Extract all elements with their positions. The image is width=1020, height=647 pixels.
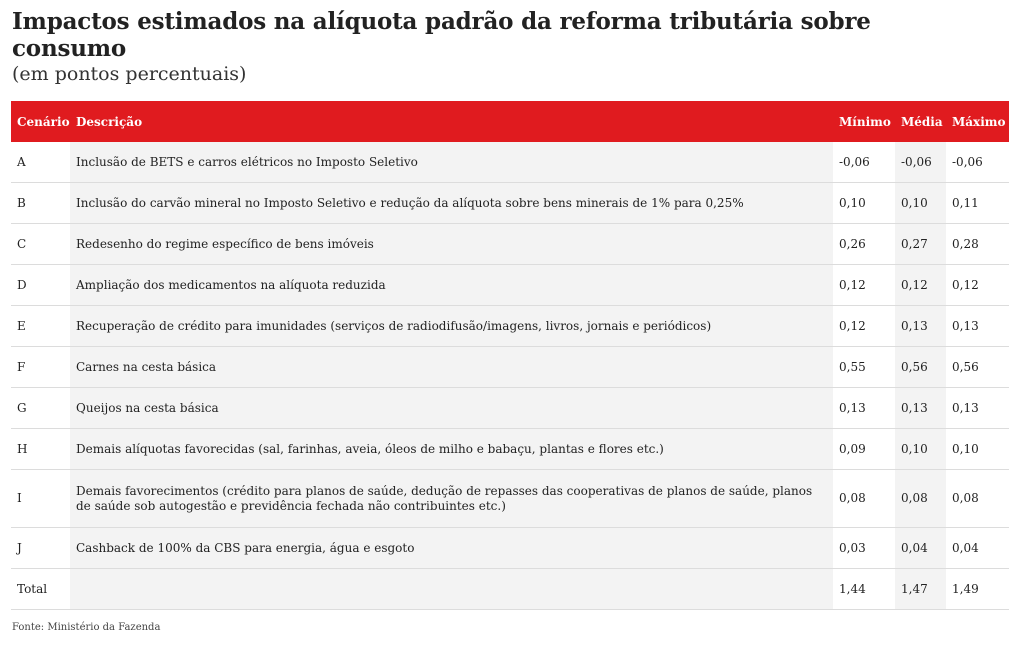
cell-maximo: 0,13: [946, 306, 1009, 347]
cell-descricao: Demais favorecimentos (crédito para planos de saúde, dedução de repasses das cooperativas de planos de saúde, planos de saúde sob autogestão e previdência fechada não contribuintes etc.): [70, 470, 833, 528]
cell-descricao: Inclusão do carvão mineral no Imposto Seletivo e redução da alíquota sobre bens minerais de 1% para 0,25%: [70, 183, 833, 224]
table-header: [11, 101, 1009, 142]
column-header-descricao: Descrição: [70, 101, 833, 142]
impact-table: [11, 101, 1009, 610]
cell-media: 0,27: [895, 224, 946, 265]
cell-media: -0,06: [895, 142, 946, 183]
cell-minimo: 0,55: [833, 347, 895, 388]
cell-maximo: 0,10: [946, 429, 1009, 470]
cell-descricao: Ampliação dos medicamentos na alíquota reduzida: [70, 265, 833, 306]
header-row: [11, 101, 1009, 142]
table-row: [11, 306, 1009, 347]
cell-maximo: 0,13: [946, 388, 1009, 429]
cell-media: 0,10: [895, 429, 946, 470]
column-header-maximo: Máximo: [946, 101, 1009, 142]
cell-cenario: G: [11, 388, 70, 429]
cell-maximo: 0,11: [946, 183, 1009, 224]
data-table-container: [11, 101, 1009, 610]
cell-cenario: F: [11, 347, 70, 388]
cell-descricao: Carnes na cesta básica: [70, 347, 833, 388]
cell-total-label: Total: [11, 569, 70, 610]
cell-minimo: 0,08: [833, 470, 895, 528]
cell-media: 0,56: [895, 347, 946, 388]
column-header-media: Média: [895, 101, 946, 142]
cell-maximo: 0,08: [946, 470, 1009, 528]
table-row: [11, 142, 1009, 183]
total-row: [11, 569, 1009, 610]
cell-minimo: 0,09: [833, 429, 895, 470]
cell-total-descricao: [70, 569, 833, 610]
cell-cenario: E: [11, 306, 70, 347]
cell-cenario: A: [11, 142, 70, 183]
cell-cenario: D: [11, 265, 70, 306]
cell-minimo: 0,12: [833, 265, 895, 306]
table-row: [11, 388, 1009, 429]
cell-media: 0,10: [895, 183, 946, 224]
cell-cenario: B: [11, 183, 70, 224]
chart-subtitle: (em pontos percentuais): [12, 63, 247, 85]
table-row: [11, 224, 1009, 265]
cell-minimo: 0,13: [833, 388, 895, 429]
cell-minimo: 0,03: [833, 528, 895, 569]
cell-maximo: 0,56: [946, 347, 1009, 388]
cell-descricao: Cashback de 100% da CBS para energia, água e esgoto: [70, 528, 833, 569]
table-row: [11, 429, 1009, 470]
cell-maximo: 0,28: [946, 224, 1009, 265]
column-header-cenario: Cenário: [11, 101, 70, 142]
source-note: Fonte: Ministério da Fazenda: [12, 622, 161, 633]
cell-cenario: J: [11, 528, 70, 569]
cell-maximo: 0,04: [946, 528, 1009, 569]
cell-media: 0,13: [895, 306, 946, 347]
cell-descricao: Demais alíquotas favorecidas (sal, farinhas, aveia, óleos de milho e babaçu, plantas e flores etc.): [70, 429, 833, 470]
cell-cenario: H: [11, 429, 70, 470]
cell-minimo: 0,26: [833, 224, 895, 265]
cell-maximo: 0,12: [946, 265, 1009, 306]
table-body: [11, 142, 1009, 610]
table-row: [11, 183, 1009, 224]
table-row: [11, 470, 1009, 528]
cell-descricao: Inclusão de BETS e carros elétricos no Imposto Seletivo: [70, 142, 833, 183]
cell-total-media: 1,47: [895, 569, 946, 610]
cell-descricao: Recuperação de crédito para imunidades (serviços de radiodifusão/imagens, livros, jornais e periódicos): [70, 306, 833, 347]
cell-media: 0,04: [895, 528, 946, 569]
cell-minimo: 0,10: [833, 183, 895, 224]
cell-cenario: C: [11, 224, 70, 265]
cell-total-maximo: 1,49: [946, 569, 1009, 610]
table-row: [11, 265, 1009, 306]
cell-media: 0,12: [895, 265, 946, 306]
cell-media: 0,08: [895, 470, 946, 528]
cell-total-minimo: 1,44: [833, 569, 895, 610]
cell-descricao: Redesenho do regime específico de bens imóveis: [70, 224, 833, 265]
cell-media: 0,13: [895, 388, 946, 429]
cell-minimo: -0,06: [833, 142, 895, 183]
table-row: [11, 528, 1009, 569]
cell-cenario: I: [11, 470, 70, 528]
column-header-minimo: Mínimo: [833, 101, 895, 142]
cell-descricao: Queijos na cesta básica: [70, 388, 833, 429]
table-row: [11, 347, 1009, 388]
cell-minimo: 0,12: [833, 306, 895, 347]
cell-maximo: -0,06: [946, 142, 1009, 183]
chart-title: Impactos estimados na alíquota padrão da reforma tributária sobre consumo: [12, 8, 871, 62]
